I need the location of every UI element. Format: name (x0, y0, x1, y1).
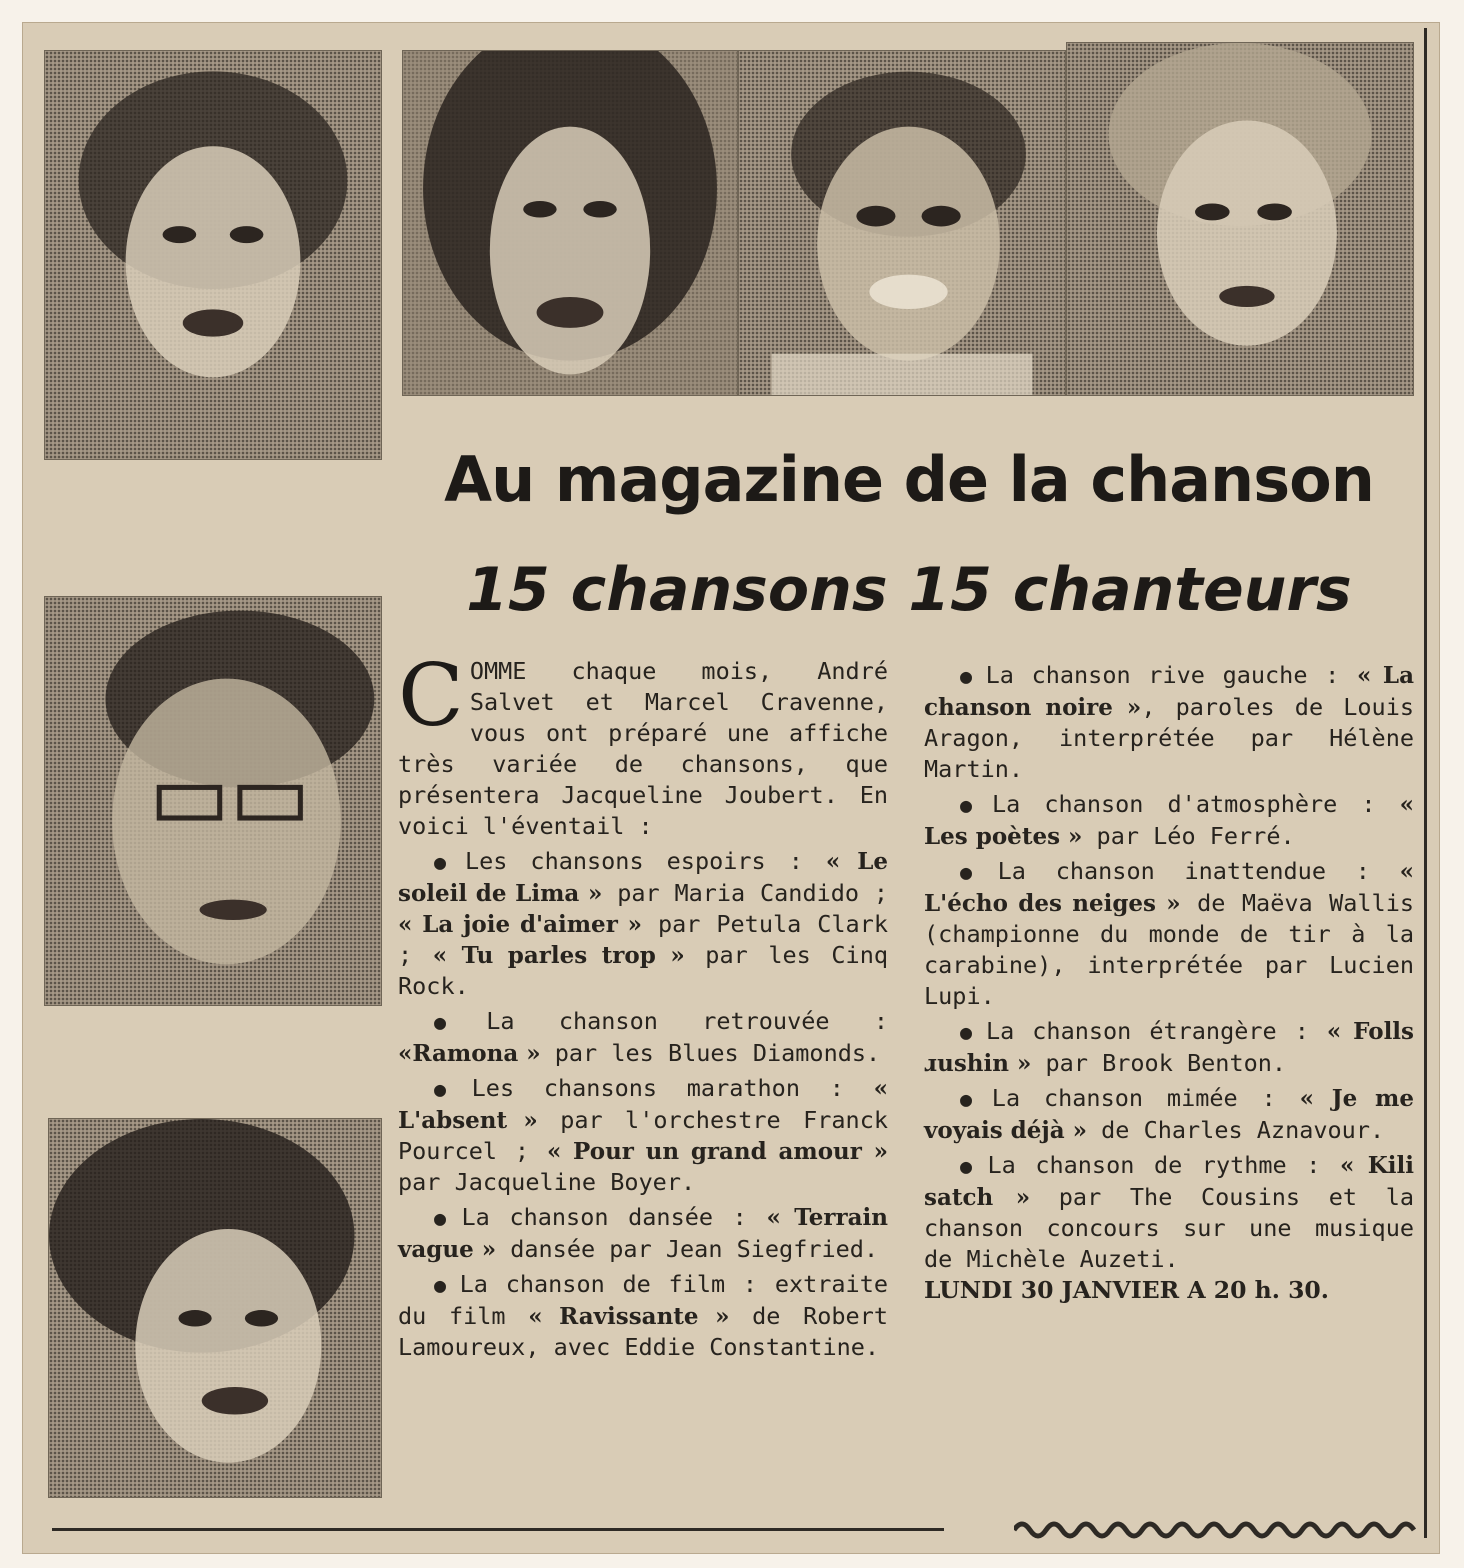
song-title: « Je me voyais déjà » (924, 1085, 1414, 1144)
bullet-icon: ● (960, 664, 976, 688)
program-category: La chanson d'atmosphère : (992, 790, 1400, 818)
bullet-icon: ● (960, 1087, 982, 1111)
song-title: « La chanson noire » (924, 662, 1414, 721)
bullet-icon: ● (960, 1154, 978, 1178)
article-column-left (398, 646, 889, 1363)
program-category: La chanson étrangère : (985, 1017, 1327, 1045)
song-title: « L'écho des neiges » (924, 858, 1415, 917)
program-item (924, 856, 1414, 1012)
program-item (398, 846, 888, 1002)
program-item (398, 1073, 888, 1198)
program-text: de Maëva Wallis (championne du monde de tir à la carabine), interprétée par Lucien Lupi. (924, 889, 1415, 1010)
program-text: par Petula Clark ; (398, 910, 888, 969)
program-category: La chanson dansée : (461, 1203, 767, 1231)
program-category: La chanson mimée : (991, 1084, 1300, 1112)
program-item (398, 1006, 888, 1069)
bullet-icon: ● (434, 1206, 452, 1230)
program-list-right (924, 660, 1414, 1275)
song-title: « Terrain vague » (398, 1204, 889, 1263)
wavy-rule (1014, 1518, 1418, 1542)
program-text: de Charles Aznavour. (1087, 1116, 1385, 1144)
bullet-icon: ● (434, 1077, 462, 1101)
program-category: La chanson retrouvée : (486, 1007, 888, 1035)
headline-title: Au magazine de la chanson (444, 443, 1374, 516)
bottom-rule (52, 1528, 944, 1531)
singer-portrait-photo (44, 596, 382, 1006)
intro-text: OMME chaque mois, André Salvet et Marcel Cravenne, vous ont préparé une affiche très variée de chansons, que présentera Jacqueline Joubert. En voici l'éventail : (398, 657, 888, 840)
bullet-icon: ● (434, 850, 455, 874)
singer-portrait-photo (44, 50, 382, 460)
bullet-icon: ● (434, 1273, 450, 1297)
song-title: « Les poètes » (924, 791, 1415, 850)
program-text: extraite du film (398, 1270, 888, 1330)
program-category: La chanson inattendue : (997, 857, 1400, 885)
program-text: , paroles de Louis Aragon, interprétée par Hélène Martin. (924, 693, 1414, 783)
program-item (398, 1202, 888, 1265)
drop-cap: C (398, 646, 464, 746)
song-title: « Tu parles trop » (432, 942, 685, 969)
singer-portrait-photo (48, 1118, 382, 1498)
singer-portrait-photo (1066, 42, 1414, 396)
song-title: « Pour un grand amour » (546, 1138, 888, 1165)
program-category: Les chansons marathon : (471, 1074, 874, 1102)
program-text: par Maria Candido ; (602, 879, 888, 907)
program-list-left (398, 846, 888, 1363)
song-title: « L'absent » (398, 1075, 889, 1134)
column-rule (1424, 28, 1427, 1538)
program-text: par The Cousins et la chanson concours sur une musique de Michèle Auzeti. (924, 1183, 1414, 1273)
program-category: La chanson rive gauche : (985, 661, 1357, 689)
song-title: « Folls ɹushin » (924, 1018, 1414, 1077)
broadcast-date: LUNDI 30 JANVIER A 20 h. 30. (924, 1276, 1329, 1304)
program-text: par Brook Benton. (1031, 1049, 1287, 1077)
singer-portrait-photo (738, 50, 1066, 396)
song-title: « Kili satch » (924, 1152, 1414, 1211)
intro-paragraph (398, 646, 888, 842)
article-column-right (924, 656, 1414, 1306)
program-category: Les chansons espoirs : (464, 847, 826, 875)
program-item (398, 1269, 888, 1363)
song-title: « Le soleil de Lima » (398, 848, 888, 907)
program-text: dansée par Jean Siegfried. (496, 1235, 879, 1263)
program-text: par Jacqueline Boyer. (398, 1168, 696, 1196)
bullet-icon: ● (960, 860, 988, 884)
song-title: « Ravissante » (528, 1303, 730, 1330)
program-category: La chanson de rythme : (987, 1151, 1340, 1179)
program-text: par l'orchestre Franck Pourcel ; (398, 1106, 888, 1165)
song-title: « La joie d'aimer » (398, 911, 643, 938)
program-item (924, 1150, 1414, 1275)
program-item (924, 1016, 1414, 1079)
song-title: «Ramona » (398, 1040, 541, 1067)
program-text: par les Blues Diamonds. (540, 1039, 881, 1067)
program-text: par les Cinq Rock. (398, 941, 889, 1000)
program-text: par Léo Ferré. (1082, 822, 1295, 850)
headline-subtitle: 15 chansons 15 chanteurs (466, 555, 1352, 625)
bullet-icon: ● (960, 1020, 976, 1044)
program-item (924, 1083, 1414, 1146)
bullet-icon: ● (434, 1010, 477, 1034)
program-item (924, 789, 1414, 852)
bullet-icon: ● (960, 793, 982, 817)
singer-portrait-photo (402, 50, 738, 396)
program-category: La chanson de film : (459, 1270, 775, 1298)
program-item (924, 660, 1414, 785)
program-text: de Robert Lamoureux, avec Eddie Constantine. (398, 1302, 888, 1361)
